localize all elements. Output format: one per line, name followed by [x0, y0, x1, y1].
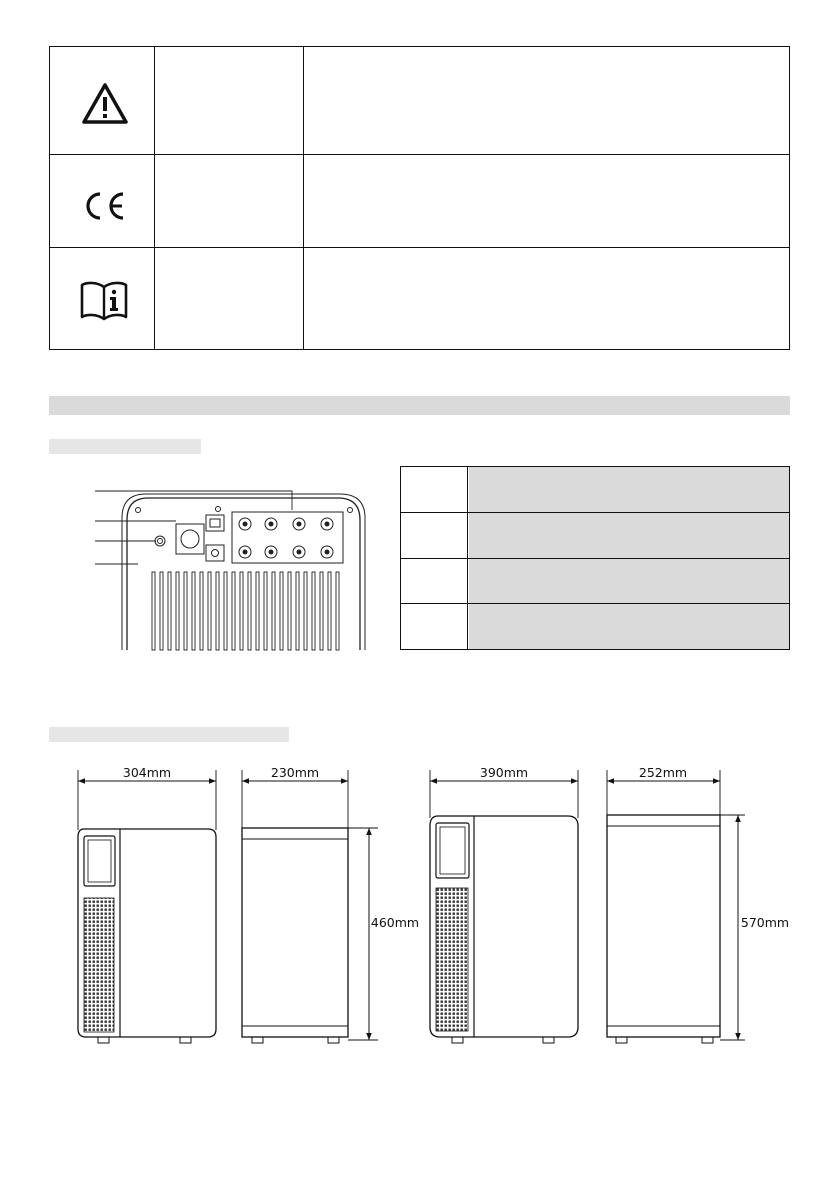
dimensions-drawing	[0, 755, 839, 1055]
port-table	[400, 466, 790, 650]
symbol-row-manual	[50, 248, 789, 350]
large-width-label: 390mm	[479, 765, 529, 780]
port-row	[401, 513, 789, 559]
port-id	[401, 467, 468, 512]
warning-icon	[81, 82, 129, 126]
dimensions-heading	[49, 727, 289, 742]
symbol-table	[49, 46, 790, 350]
rear-panel-heading	[49, 439, 201, 454]
manual-info-icon	[79, 279, 129, 321]
section-title-bar	[49, 396, 790, 415]
port-description	[469, 604, 789, 649]
port-id	[401, 559, 468, 603]
ce-mark-icon	[81, 190, 127, 222]
small-width-label: 304mm	[122, 765, 172, 780]
small-model-side-view	[242, 770, 378, 1043]
column-divider	[154, 47, 155, 349]
small-height-label: 460mm	[370, 915, 420, 930]
port-row	[401, 559, 789, 604]
column-divider	[303, 47, 304, 349]
port-id	[401, 513, 468, 558]
small-depth-label: 230mm	[270, 765, 320, 780]
small-model-front-view	[78, 770, 216, 1043]
port-description	[469, 513, 789, 558]
port-id	[401, 604, 468, 649]
port-description	[469, 559, 789, 603]
large-model-front-view	[430, 770, 578, 1043]
large-depth-label: 252mm	[638, 765, 688, 780]
port-row	[401, 604, 789, 649]
large-model-side-view	[607, 770, 745, 1043]
port-row	[401, 467, 789, 513]
rear-panel-drawing	[90, 484, 370, 654]
symbol-row-warning	[50, 47, 789, 155]
large-height-label: 570mm	[740, 915, 790, 930]
port-description	[469, 467, 789, 512]
symbol-row-ce	[50, 155, 789, 248]
